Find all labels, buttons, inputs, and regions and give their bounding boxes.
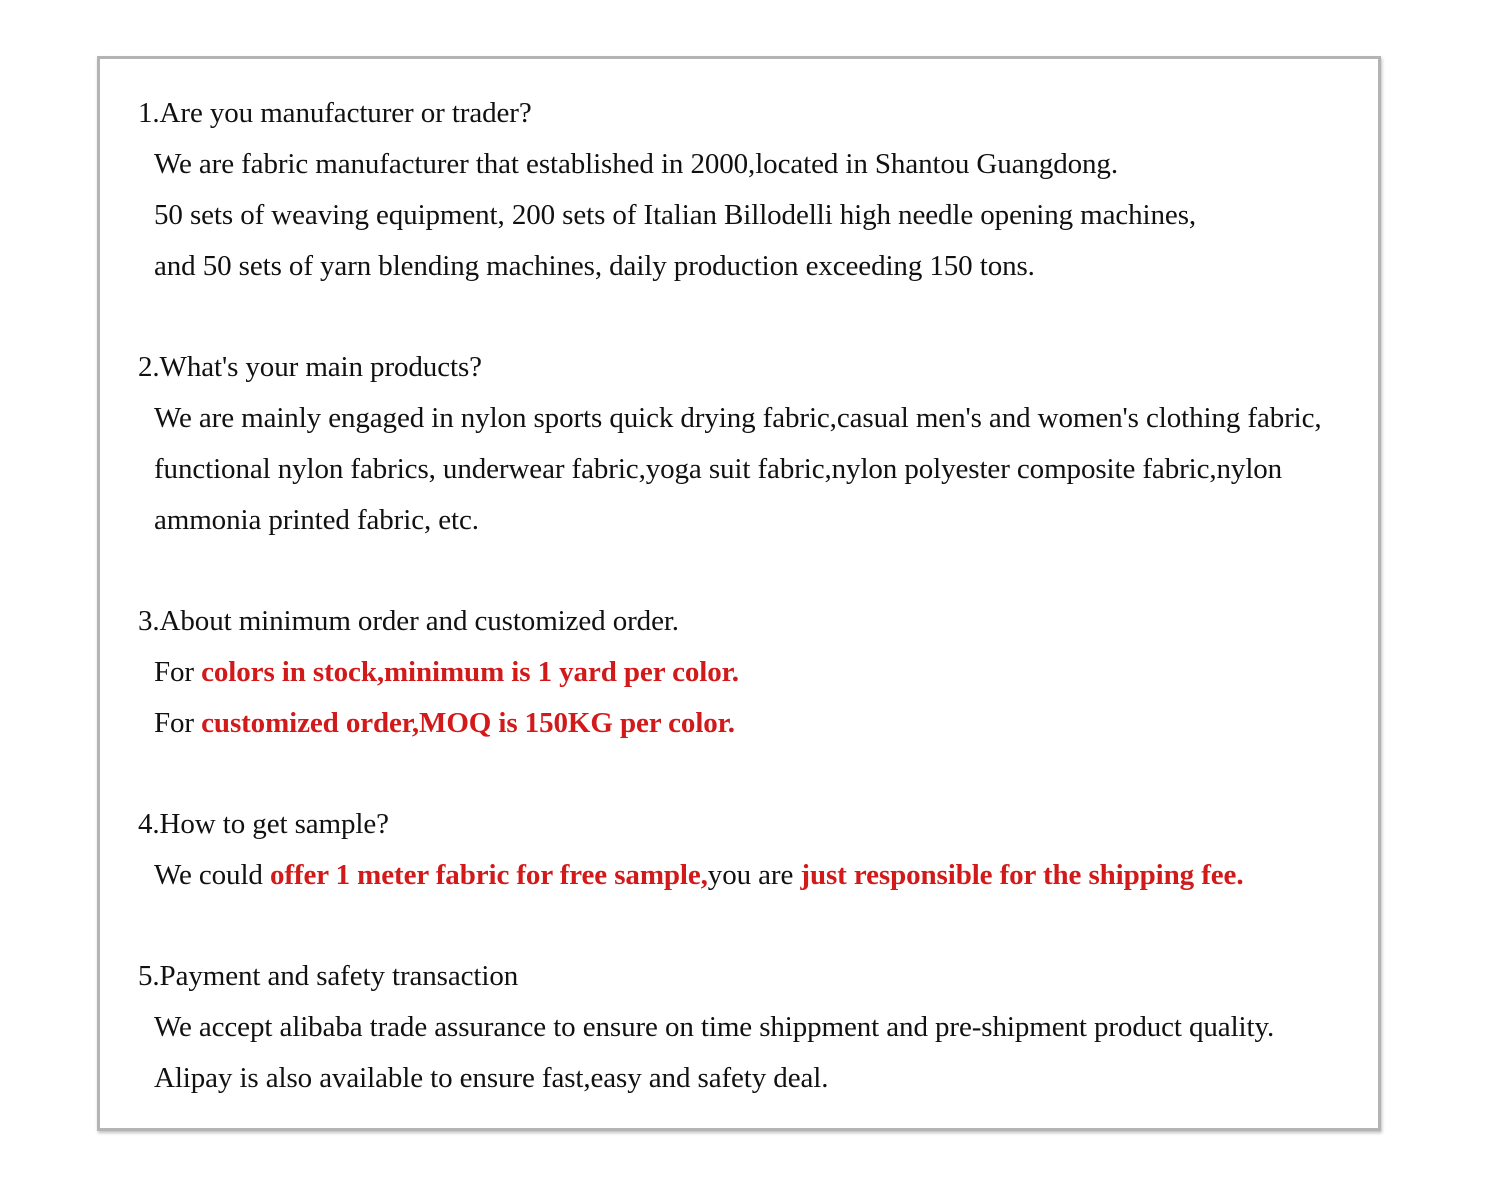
- faq-answer-line: [154, 1060, 828, 1096]
- faq-answer-line: [154, 451, 1282, 487]
- answer-text: Alipay is also available to ensure fast,easy and safety deal.: [154, 1062, 829, 1094]
- faq-question-4: 4.How to get sample?: [138, 808, 389, 840]
- faq-question-3: 3.About minimum order and customized order.: [138, 605, 679, 637]
- faq-answer-line: [154, 146, 1118, 182]
- answer-text: We accept alibaba trade assurance to ensure on time shippment and pre-shipment product quality.: [154, 1011, 1275, 1043]
- faq-answer-line: [154, 705, 735, 741]
- faq-answer-line: [154, 654, 739, 690]
- highlighted-text: offer 1 meter fabric for free sample,: [269, 859, 708, 891]
- faq-answer-line: [154, 1009, 1274, 1045]
- faq-panel: [97, 56, 1381, 1131]
- highlighted-text: colors in stock,minimum is 1 yard per color.: [201, 656, 739, 688]
- faq-answer-line: [154, 857, 1243, 893]
- faq-answer-line: [154, 248, 1035, 284]
- answer-text: you are: [707, 859, 801, 891]
- answer-text: We are fabric manufacturer that established in 2000,located in Shantou Guangdong.: [154, 148, 1118, 180]
- faq-question-2: 2.What's your main products?: [138, 351, 482, 383]
- faq-question-1: 1.Are you manufacturer or trader?: [138, 97, 532, 129]
- answer-text: For: [154, 707, 202, 739]
- faq-answer-line: [154, 197, 1196, 233]
- answer-text: 50 sets of weaving equipment, 200 sets of Italian Billodelli high needle opening machines,: [154, 199, 1197, 231]
- answer-text: For: [154, 656, 202, 688]
- answer-text: ammonia printed fabric, etc.: [154, 504, 479, 536]
- answer-text: and 50 sets of yarn blending machines, daily production exceeding 150 tons.: [154, 250, 1035, 282]
- answer-text: We could: [154, 859, 270, 891]
- highlighted-text: customized order,MOQ is 150KG per color.: [201, 707, 735, 739]
- answer-text: functional nylon fabrics, underwear fabric,yoga suit fabric,nylon polyester composite fabric,nylon: [154, 453, 1283, 485]
- faq-answer-line: [154, 502, 479, 538]
- highlighted-text: just responsible for the shipping fee.: [800, 859, 1244, 891]
- faq-answer-line: [154, 400, 1322, 436]
- answer-text: We are mainly engaged in nylon sports quick drying fabric,casual men's and women's clothing fabric,: [154, 402, 1322, 434]
- faq-question-5: 5.Payment and safety transaction: [138, 960, 519, 992]
